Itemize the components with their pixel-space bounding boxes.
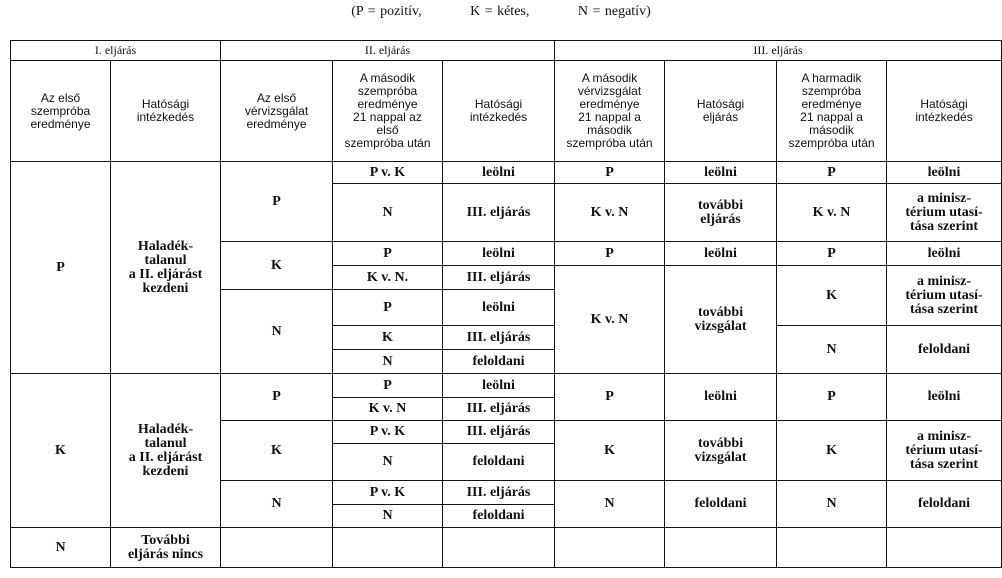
col-header-action-2: Hatósági intézkedés xyxy=(443,61,555,162)
col-header-second-blood: A második vérvizsgálat eredménye 21 nappal a második szempróba után xyxy=(555,61,665,162)
cell-urine3: K v. N xyxy=(777,184,887,242)
cell-urine3: P xyxy=(777,162,887,184)
cell-urine2: P v. K xyxy=(333,421,443,444)
cell-action-start-ii: Haladék- talanul a II. eljárást kezdeni xyxy=(111,162,221,374)
cell-action2: leölni xyxy=(443,242,555,266)
cell-urine3: K xyxy=(777,266,887,326)
cell-action3: feloldani xyxy=(887,326,1002,374)
cell-action2: leölni xyxy=(443,374,555,398)
cell-urine2: K xyxy=(333,326,443,350)
cell-no-further-procedure: További eljárás nincs xyxy=(111,528,221,568)
cell-urine2: P xyxy=(333,290,443,326)
cell-action2: III. eljárás xyxy=(443,481,555,505)
cell-procedure: leölni xyxy=(665,374,777,421)
cell-blood2: K v. N xyxy=(555,266,665,374)
cell-urine2: P v. K xyxy=(333,481,443,505)
group-header-2: II. eljárás xyxy=(221,41,555,61)
col-header-action-3: Hatósági intézkedés xyxy=(887,61,1002,162)
cell-empty xyxy=(443,528,555,568)
cell-blood-n: N xyxy=(221,481,333,528)
cell-empty xyxy=(221,528,333,568)
col-header-first-urine: Az első szempróba eredménye xyxy=(11,61,111,162)
cell-urine3: P xyxy=(777,374,887,421)
col-header-action-1: Hatósági intézkedés xyxy=(111,61,221,162)
cell-action3: leölni xyxy=(887,162,1002,184)
cell-action3: a minisz- térium utasí- tása szerint xyxy=(887,421,1002,481)
col-header-third-urine: A harmadik szempróba eredménye 21 nappal a második szempróba után xyxy=(777,61,887,162)
cell-urine2: N xyxy=(333,184,443,242)
cell-procedure: további eljárás xyxy=(665,184,777,242)
cell-action2: leölni xyxy=(443,290,555,326)
group-header-3: III. eljárás xyxy=(555,41,1002,61)
cell-urine2: N xyxy=(333,350,443,374)
cell-empty xyxy=(777,528,887,568)
cell-action2: feloldani xyxy=(443,505,555,528)
cell-first-urine-p: P xyxy=(11,162,111,374)
cell-action3: leölni xyxy=(887,242,1002,266)
cell-empty xyxy=(887,528,1002,568)
cell-blood2: P xyxy=(555,162,665,184)
procedure-table xyxy=(10,40,1002,568)
cell-urine3: P xyxy=(777,242,887,266)
cell-empty xyxy=(665,528,777,568)
cell-urine3: N xyxy=(777,481,887,528)
cell-blood2: K v. N xyxy=(555,184,665,242)
group-header-1: I. eljárás xyxy=(11,41,221,61)
cell-blood-p: P xyxy=(221,374,333,421)
table-row xyxy=(11,162,1002,184)
cell-action2: feloldani xyxy=(443,350,555,374)
header-column-row xyxy=(11,61,1002,162)
cell-urine2: P xyxy=(333,242,443,266)
col-header-first-blood: Az első vérvizsgálat eredménye xyxy=(221,61,333,162)
cell-procedure: leölni xyxy=(665,242,777,266)
col-header-second-urine: A második szempróba eredménye 21 nappal az első szempróba után xyxy=(333,61,443,162)
table-row xyxy=(11,374,1002,398)
cell-action2: III. eljárás xyxy=(443,184,555,242)
cell-action2: feloldani xyxy=(443,444,555,481)
legend-negative: N = negatív) xyxy=(577,4,651,19)
cell-action3: feloldani xyxy=(887,481,1002,528)
cell-urine2: P v. K xyxy=(333,162,443,184)
table-row xyxy=(11,528,1002,568)
cell-blood2: P xyxy=(555,374,665,421)
cell-urine2: K v. N. xyxy=(333,266,443,290)
cell-action2: leölni xyxy=(443,162,555,184)
cell-action2: III. eljárás xyxy=(443,398,555,421)
cell-blood2: K xyxy=(555,421,665,481)
cell-urine2: K v. N xyxy=(333,398,443,421)
cell-empty xyxy=(333,528,443,568)
cell-action2: III. eljárás xyxy=(443,326,555,350)
cell-urine2: P xyxy=(333,374,443,398)
legend xyxy=(0,4,1002,20)
cell-blood2: N xyxy=(555,481,665,528)
cell-blood-k: K xyxy=(221,242,333,290)
cell-blood-p: P xyxy=(221,162,333,242)
cell-action2: III. eljárás xyxy=(443,421,555,444)
cell-urine2: N xyxy=(333,444,443,481)
cell-first-urine-k: K xyxy=(11,374,111,528)
cell-blood-n: N xyxy=(221,290,333,374)
cell-procedure: feloldani xyxy=(665,481,777,528)
cell-action2: III. eljárás xyxy=(443,266,555,290)
cell-urine3: N xyxy=(777,326,887,374)
cell-blood-k: K xyxy=(221,421,333,481)
cell-urine3: K xyxy=(777,421,887,481)
header-group-row xyxy=(11,41,1002,61)
cell-action3: leölni xyxy=(887,374,1002,421)
cell-empty xyxy=(555,528,665,568)
cell-action3: a minisz- térium utasí- tása szerint xyxy=(887,266,1002,326)
cell-procedure: további vizsgálat xyxy=(665,421,777,481)
cell-blood2: P xyxy=(555,242,665,266)
col-header-procedure: Hatósági eljárás xyxy=(665,61,777,162)
cell-procedure: leölni xyxy=(665,162,777,184)
legend-positive: (P = pozitív, xyxy=(351,4,422,19)
legend-doubtful: K = kétes, xyxy=(470,4,530,19)
cell-first-urine-n: N xyxy=(11,528,111,568)
cell-action3: a minisz- térium utasí- tása szerint xyxy=(887,184,1002,242)
cell-procedure: további vizsgálat xyxy=(665,266,777,374)
cell-action-start-ii: Haladék- talanul a II. eljárást kezdeni xyxy=(111,374,221,528)
cell-urine2: N xyxy=(333,505,443,528)
